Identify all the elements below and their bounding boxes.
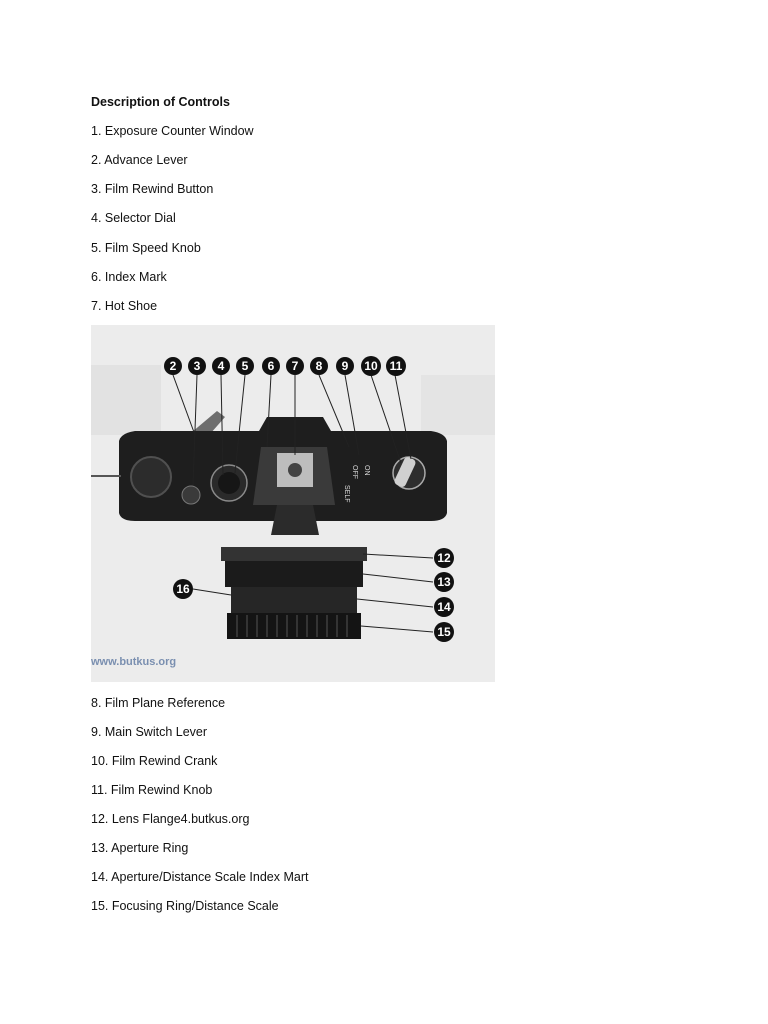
left-knob bbox=[131, 457, 171, 497]
control-list-item: 10. Film Rewind Crank bbox=[91, 754, 218, 768]
camera-illustration bbox=[91, 325, 495, 682]
prism-front bbox=[271, 505, 319, 535]
callout-11 bbox=[386, 356, 406, 376]
rewind-button bbox=[182, 486, 200, 504]
svg-text:6: 6 bbox=[267, 359, 275, 373]
svg-text:15: 15 bbox=[437, 625, 451, 639]
control-list-item: 5. Film Speed Knob bbox=[91, 241, 201, 255]
control-list-item: 1. Exposure Counter Window bbox=[91, 124, 254, 138]
control-list-item: 2. Advance Lever bbox=[91, 153, 188, 167]
svg-text:9: 9 bbox=[341, 359, 349, 373]
control-list-item: 15. Focusing Ring/Distance Scale bbox=[91, 899, 279, 913]
callout-14 bbox=[434, 597, 454, 617]
control-list-item: 7. Hot Shoe bbox=[91, 299, 158, 313]
lens-flange bbox=[221, 547, 367, 561]
control-list-item: 4. Selector Dial bbox=[91, 211, 176, 225]
callout-9 bbox=[336, 357, 354, 375]
callout-15 bbox=[434, 622, 454, 642]
camera-photo bbox=[91, 325, 495, 682]
bg-smudge bbox=[421, 375, 495, 435]
control-list-item: 14. Aperture/Distance Scale Index Mart bbox=[91, 870, 309, 884]
switch-label-on: ON bbox=[363, 465, 370, 476]
svg-text:11: 11 bbox=[389, 359, 403, 373]
svg-text:7: 7 bbox=[291, 359, 299, 373]
svg-text:16: 16 bbox=[176, 582, 190, 596]
distance-scale bbox=[231, 587, 357, 613]
callout-13 bbox=[434, 572, 454, 592]
callout-10 bbox=[361, 356, 381, 376]
svg-text:13: 13 bbox=[437, 575, 451, 589]
control-list-item: 13. Aperture Ring bbox=[91, 841, 189, 855]
svg-text:4: 4 bbox=[217, 359, 225, 373]
callout-2 bbox=[164, 357, 182, 375]
svg-text:12: 12 bbox=[437, 551, 451, 565]
callout-8 bbox=[310, 357, 328, 375]
callout-6 bbox=[262, 357, 280, 375]
control-list-item: 9. Main Switch Lever bbox=[91, 725, 208, 739]
aperture-ring bbox=[225, 561, 363, 587]
svg-text:10: 10 bbox=[364, 359, 378, 373]
svg-text:8: 8 bbox=[315, 359, 323, 373]
bg-smudge bbox=[91, 365, 161, 435]
selector-dial-center bbox=[218, 472, 240, 494]
callout-5 bbox=[236, 357, 254, 375]
control-list-item: 11. Film Rewind Knob bbox=[91, 783, 213, 797]
page-heading: Description of Controls bbox=[91, 95, 230, 109]
svg-text:5: 5 bbox=[241, 359, 249, 373]
callout-16 bbox=[173, 579, 193, 599]
switch-label-self: SELF bbox=[343, 485, 350, 503]
control-list-item: 6. Index Mark bbox=[91, 270, 167, 284]
callout-7 bbox=[286, 357, 304, 375]
strap-lug bbox=[91, 475, 121, 477]
svg-text:2: 2 bbox=[169, 359, 177, 373]
switch-label-off: OFF bbox=[351, 465, 358, 479]
control-list-item: 12. Lens Flange4.butkus.org bbox=[91, 812, 250, 826]
hot-shoe-contact bbox=[288, 463, 302, 477]
control-list-item: 8. Film Plane Reference bbox=[91, 696, 226, 710]
svg-text:14: 14 bbox=[437, 600, 451, 614]
svg-text:3: 3 bbox=[193, 359, 201, 373]
callout-12 bbox=[434, 548, 454, 568]
callout-4 bbox=[212, 357, 230, 375]
callout-3 bbox=[188, 357, 206, 375]
photo-watermark: www.butkus.org bbox=[91, 656, 177, 668]
control-list-item: 3. Film Rewind Button bbox=[91, 182, 214, 196]
